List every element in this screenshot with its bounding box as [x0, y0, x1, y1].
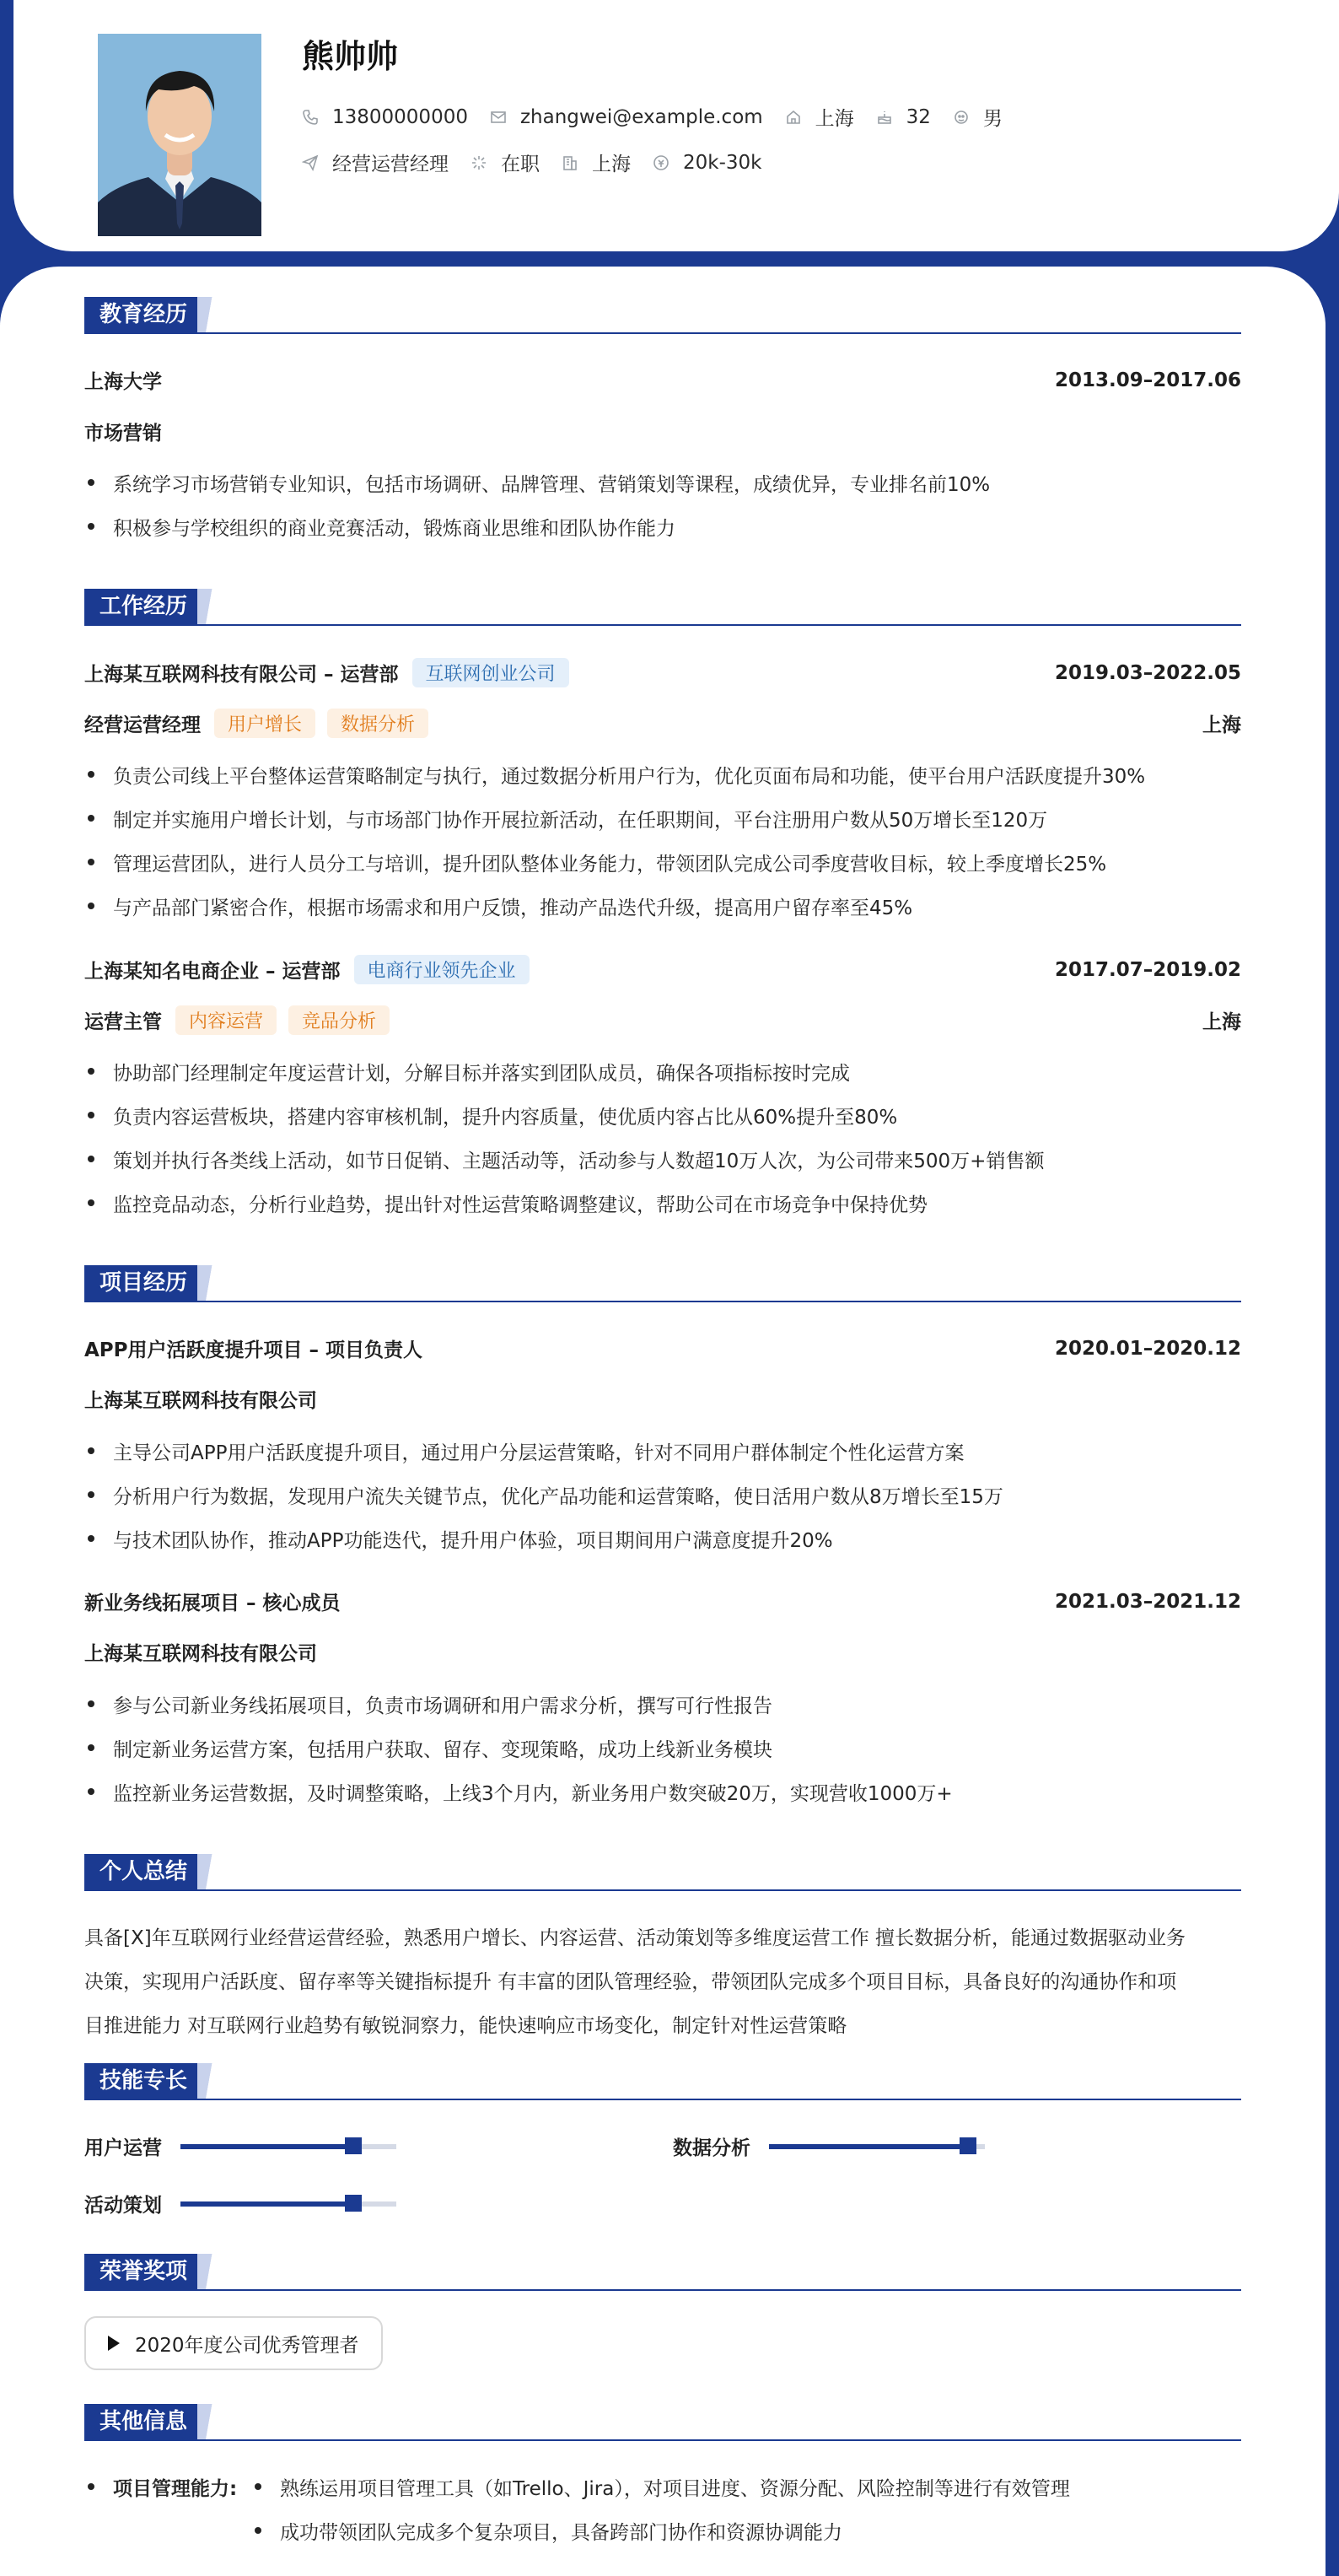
section-tail	[197, 297, 218, 332]
skill-bar	[180, 2201, 396, 2207]
status-item	[471, 148, 540, 176]
section-work	[84, 589, 1241, 624]
skill-item	[84, 2190, 396, 2218]
phone-text[interactable]: 13800000000	[332, 105, 468, 128]
other-bullet: 熟练运用项目管理工具（如Trello、Jira），对项目进度、资源分配、风险控制等进行有效管理	[251, 2473, 1241, 2501]
job-text: 经营运营经理	[332, 154, 449, 175]
section-title-skills: 技能专长	[84, 2063, 202, 2099]
skill-bar-fill	[180, 2201, 353, 2207]
mail-icon	[490, 109, 507, 126]
coin-icon	[653, 154, 670, 171]
skill-bar	[180, 2144, 396, 2149]
work-city-item	[562, 148, 631, 176]
building-icon	[562, 154, 578, 171]
home-icon	[785, 109, 802, 126]
project-bullet: 参与公司新业务线拓展项目，负责市场调研和用户需求分析，撰写可行性报告	[84, 1690, 1241, 1718]
role-name: 运营主管	[84, 1011, 162, 1033]
skill-bar-fill	[769, 2144, 968, 2149]
section-line	[84, 332, 1241, 334]
project-date: 2021.03–2021.12	[1054, 1590, 1241, 1613]
section-line	[84, 2439, 1241, 2441]
award-item[interactable]	[84, 2316, 383, 2370]
skill-bar-fill	[180, 2144, 353, 2149]
project-bullet: 分析用户行为数据，发现用户流失关键节点，优化产品功能和运营策略，使日活用户数从8万增长至15万	[84, 1481, 1241, 1509]
salary-text: 20k-30k	[683, 151, 762, 174]
gender-text: 男	[982, 108, 1003, 130]
contact-row	[302, 103, 1024, 131]
section-title-work: 工作经历	[84, 589, 202, 624]
work-bullet: 制定并实施用户增长计划，与市场部门协作开展拉新活动，在任职期间，平台注册用户数从50万增长至120万	[84, 805, 1241, 833]
education-major-row	[84, 418, 1241, 445]
person-photo-icon	[98, 34, 261, 236]
project-bullet: 制定新业务运营方案，包括用户获取、留存、变现策略，成功上线新业务模块	[84, 1734, 1241, 1762]
section-tail	[197, 1854, 218, 1889]
email-item	[490, 106, 763, 128]
project-company: 上海某互联网科技有限公司	[84, 1643, 317, 1665]
summary-line: 决策，实现用户活跃度、留存率等关键指标提升 有丰富的团队管理经验，带领团队完成多个项目目标，具备良好的沟通协作和项	[84, 1971, 1177, 1993]
project-header	[84, 1334, 1241, 1362]
skill-tag: 用户增长	[214, 709, 315, 738]
work-bullet: 策划并执行各类线上活动，如节日促销、主题活动等，活动参与人数超10万人次，为公司带来500万+销售额	[84, 1145, 1241, 1173]
section-line	[84, 1889, 1241, 1891]
work-header	[84, 955, 1241, 984]
section-tail	[197, 589, 218, 624]
work-company	[84, 658, 569, 687]
gender-item	[953, 103, 1003, 131]
section-tail	[197, 2063, 218, 2099]
role-name: 经营运营经理	[84, 714, 201, 736]
section-education	[84, 297, 1241, 332]
project-bullet: 主导公司APP用户活跃度提升项目，通过用户分层运营策略，针对不同用户群体制定个性化运营方案	[84, 1437, 1241, 1465]
loading-icon	[471, 154, 487, 171]
section-skills	[84, 2063, 1241, 2099]
skill-bar-knob	[960, 2137, 976, 2154]
company-tag: 互联网创业公司	[412, 658, 569, 687]
phone-item	[302, 106, 468, 128]
summary-line: 具备[X]年互联网行业经营运营经验，熟悉用户增长、内容运营、活动策划等多维度运营工作 擅长数据分析，能通过数据驱动业务	[84, 1927, 1186, 1949]
other-label: 项目管理能力:	[84, 2473, 1241, 2501]
section-tail	[197, 2404, 218, 2439]
work-role	[84, 1005, 390, 1035]
project-company: 上海某互联网科技有限公司	[84, 1390, 317, 1412]
age-item	[876, 106, 931, 128]
profile-photo	[98, 34, 261, 236]
section-tail	[197, 2254, 218, 2289]
work-bullet: 协助部门经理制定年度运营计划，分解目标并落实到团队成员，确保各项指标按时完成	[84, 1058, 1241, 1086]
job-item	[302, 148, 449, 176]
project-title: APP用户活跃度提升项目 – 项目负责人	[84, 1339, 423, 1361]
city-text: 上海	[815, 108, 854, 130]
work-role-row	[84, 1005, 1241, 1035]
section-summary	[84, 1854, 1241, 1889]
work-city: 上海	[1202, 1011, 1241, 1033]
education-bullet: 系统学习市场营销专业知识，包括市场调研、品牌管理、营销策划等课程，成绩优异，专业排名前10%	[84, 469, 1241, 497]
other-bullet: 成功带领团队完成多个复杂项目，具备跨部门协作和资源协调能力	[251, 2517, 1241, 2545]
skill-name: 活动策划	[84, 2195, 162, 2217]
city-item	[785, 103, 854, 131]
section-line	[84, 1301, 1241, 1302]
section-tail	[197, 1265, 218, 1301]
section-line	[84, 2099, 1241, 2100]
work-bullet: 监控竞品动态，分析行业趋势，提出针对性运营策略调整建议，帮助公司在市场竞争中保持优势	[84, 1189, 1241, 1217]
skill-item	[84, 2132, 396, 2160]
work-role-row	[84, 709, 1241, 738]
cake-icon	[876, 109, 893, 126]
skill-tag: 数据分析	[327, 709, 428, 738]
summary-line: 目推进能力 对互联网行业趋势有敏锐洞察力，能快速响应市场变化，制定针对性运营策略	[84, 2015, 847, 2037]
work-date: 2017.07–2019.02	[1054, 958, 1241, 981]
resume-header	[13, 0, 1339, 251]
section-title-awards: 荣誉奖项	[84, 2254, 202, 2289]
job-row	[302, 148, 783, 176]
project-company-row	[84, 1638, 1241, 1666]
section-line	[84, 624, 1241, 626]
school-name: 上海大学	[84, 371, 162, 393]
skill-name: 用户运营	[84, 2137, 162, 2159]
project-bullet: 与技术团队协作，推动APP功能迭代，提升用户体验，项目期间用户满意度提升20%	[84, 1525, 1241, 1553]
section-awards	[84, 2254, 1241, 2289]
education-header	[84, 366, 1241, 394]
work-role	[84, 709, 428, 738]
project-title: 新业务线拓展项目 – 核心成员	[84, 1592, 341, 1614]
summary-paragraph	[84, 1916, 1241, 2048]
skill-bar	[769, 2144, 985, 2149]
work-city-text: 上海	[592, 154, 631, 175]
send-icon	[302, 154, 319, 171]
skill-bar-knob	[345, 2137, 362, 2154]
project-bullet: 监控新业务运营数据，及时调整策略，上线3个月内，新业务用户数突破20万，实现营收1000万+	[84, 1778, 1241, 1806]
skill-item	[673, 2132, 985, 2160]
skill-name: 数据分析	[673, 2137, 750, 2159]
project-header	[84, 1587, 1241, 1615]
salary-item	[653, 152, 761, 174]
skill-bar-knob	[345, 2195, 362, 2212]
major-name: 市场营销	[84, 423, 162, 445]
project-date: 2020.01–2020.12	[1054, 1337, 1241, 1360]
work-header	[84, 658, 1241, 687]
email-text[interactable]: zhangwei@example.com	[519, 105, 763, 128]
play-icon	[108, 2336, 120, 2351]
status-text: 在职	[501, 154, 540, 175]
section-title-project: 项目经历	[84, 1265, 202, 1301]
section-project	[84, 1265, 1241, 1301]
award-text: 2020年度公司优秀管理者	[135, 2334, 359, 2357]
phone-icon	[302, 109, 319, 126]
work-bullet: 负责公司线上平台整体运营策略制定与执行，通过数据分析用户行为，优化页面布局和功能，使平台用户活跃度提升30%	[84, 761, 1241, 789]
section-line	[84, 2289, 1241, 2291]
company-name: 上海某互联网科技有限公司 – 运营部	[84, 664, 399, 686]
age-text: 32	[906, 105, 931, 128]
education-date: 2013.09–2017.06	[1054, 369, 1241, 391]
work-city: 上海	[1202, 714, 1241, 736]
education-bullet: 积极参与学校组织的商业竞赛活动，锻炼商业思维和团队协作能力	[84, 513, 1241, 541]
skill-tag: 内容运营	[175, 1005, 277, 1035]
work-bullet: 负责内容运营板块，搭建内容审核机制，提升内容质量，使优质内容占比从60%提升至80%	[84, 1102, 1241, 1129]
section-title-summary: 个人总结	[84, 1854, 202, 1889]
work-bullet: 与产品部门紧密合作，根据市场需求和用户反馈，推动产品迭代升级，提高用户留存率至45%	[84, 892, 1241, 920]
work-date: 2019.03–2022.05	[1054, 661, 1241, 684]
section-title-education: 教育经历	[84, 297, 202, 332]
work-bullet: 管理运营团队，进行人员分工与培训，提升团队整体业务能力，带领团队完成公司季度营收目标，较上季度增长25%	[84, 849, 1241, 876]
skill-tag: 竞品分析	[288, 1005, 390, 1035]
company-name: 上海某知名电商企业 – 运营部	[84, 961, 341, 983]
candidate-name: 熊帅帅	[302, 38, 399, 75]
section-other	[84, 2404, 1241, 2439]
company-tag: 电商行业领先企业	[354, 955, 530, 984]
section-title-other: 其他信息	[84, 2404, 202, 2439]
gender-icon	[953, 109, 970, 126]
project-company-row	[84, 1385, 1241, 1413]
work-company	[84, 955, 530, 984]
